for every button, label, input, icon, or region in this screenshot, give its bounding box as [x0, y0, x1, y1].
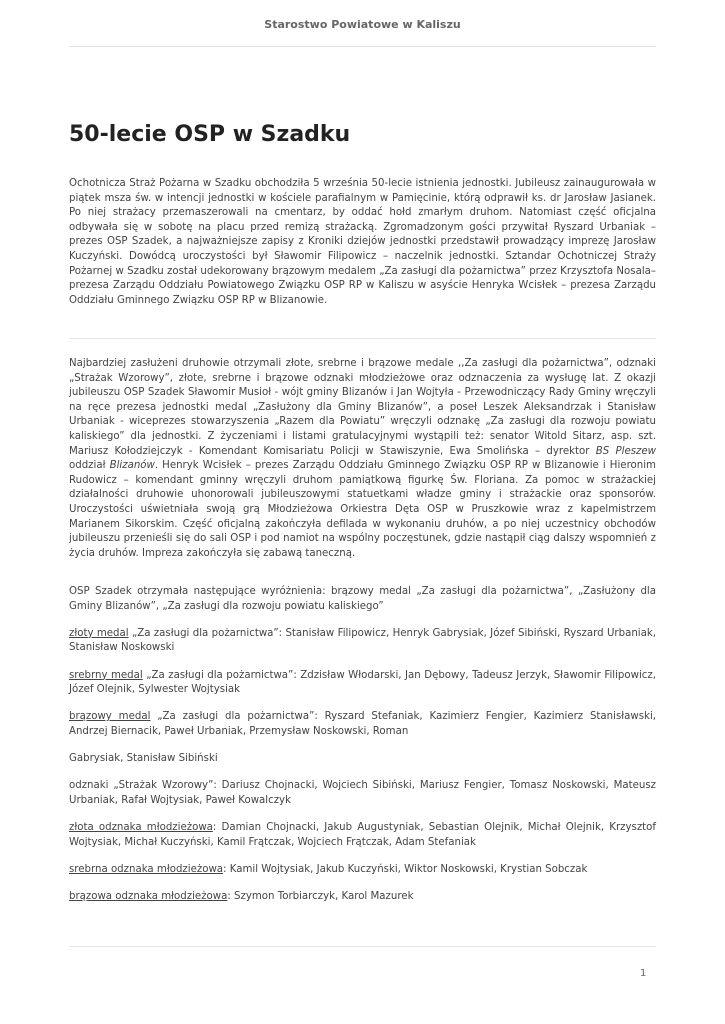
award-item: złoty medal „Za zasługi dla pożarnictwa”: Stanisław Filipowicz, Henryk Gabrysiak, Józef Sibiński, Ryszard Urbaniak, Stanisław Noskowski [69, 627, 656, 654]
article-title: 50-lecie OSP w Szadku [69, 122, 351, 147]
award-item: brązowy medal „Za zasługi dla pożarnictwa”: Ryszard Stefaniak, Kazimierz Fengier, Kazimierz Stanisławski, Andrzej Biernacik, Paweł Urbaniak, Przemysław Noskowski, Roman [69, 711, 657, 737]
award-item: brązowa odznaka młodzieżowa: Szymon Torbiarczyk, Karol Mazurek [69, 891, 414, 903]
site-title: Starostwo Powiatowe w Kaliszu [264, 18, 461, 31]
article-paragraph-1 [69, 177, 656, 321]
paragraph-2-text: Najbardziej zasłużeni druhowie otrzymali złote, srebrne i brązowe medale ,,Za zasługi dla pożarnictwa”, odznaki „Strażak Wzorowy”, złote, srebrne i brązowe odznaki młodzieżowe oraz odznaczenia za wysługę lat. Z okazji jubileuszu OSP Szadek Sławomir Musioł - wójt gminy Blizanów i Jan Wojtyła - Przewodniczący Rady Gminy wręczyli na ręce prezesa jednostki medal „Zasłużony dla Gminy Blizanów”, a poseł Leszek Aleksandrzak i Stanisław Urbaniak - wiceprezes stowarzyszenia „Razem dla Powiatu” wręczyli odznakę „Za zasługi dla rozwoju powiatu kaliskiego” dla jednostki. Z życzeniami i listami gratulacyjnymi wystąpili też: senator Witold Sitarz, asp. szt. Mariusz Kołodziejczyk - Komendant Komisariatu Policji w Stawiszynie, Ewa Smolińska – dyrektor BS Pleszew oddział Blizanów. Henryk Wcisłek – prezes Zarządu Oddziału Gminnego Związku OSP RP w Blizanowie i Hieronim Rudowicz – komendant gminny wręczyli druhom pamiątkową figurkę Św. Floriana. Za pomoc w strażackiej działalności druhowie uhonorowali jubileuszowymi statuetkami władze gminy i strażackie oraz sponsorów. Uroczystości uświetniała swoją grą Młodzieżowa Orkiestra Dęta OSP w Pruszkowie wraz z kapelmistrzem Marianem Sikorskim. Część oficjalną zakończyła defilada w wykonaniu druhów, a po niej uczestnicy obchodów jubileuszu przenieśli się do sali OSP i pod namiot na wspólny poczęstunek, gdzie nastąpił ciąg dalszy wspomnień z życia druhów. Impreza zakończyła się zabawą taneczną. [69, 358, 656, 559]
page-number: 1 [640, 968, 647, 979]
award-item: złota odznaka młodzieżowa: Damian Chojnacki, Jakub Augustyniak, Sebastian Olejnik, Michał Olejnik, Krzysztof Wojtysiak, Michał Kuczyński, Kamil Frątczak, Wojciech Frątczak, Adam Stefaniak [69, 822, 656, 848]
award-item: Gabrysiak, Stanisław Sibiński [69, 753, 218, 765]
header-divider [69, 46, 656, 47]
paragraph-1-text: Ochotnicza Straż Pożarna w Szadku obchodziła 5 września 50-lecie istnienia jednostki. Jubileusz zainaugurowała w piątek msza św. w intencji jednostki w kościele parafialnym w Pamięcinie, którą odprawił ks. dr Jarosław Jasianek. Po niej strażacy przemaszerowali na cmentarz, by oddać hołd zmarłym druhom. Natomiast część oficjalna odbywała się w sobotę na placu przed remizą strażacką. Zgromadzonym gości przywitał Ryszard Urbaniak – prezes OSP Szadek, a najważniejsze zapisy z Kroniki dziejów jednostki przedstawił prowadzący imprezę Jarosław Kuczyński. Dowódcą uroczystości był Sławomir Filipowicz – naczelnik jednostki. Sztandar Ochotniczej Straży Pożarnej w Szadku został udekorowany brązowym medalem „Za zasługi dla pożarnictwa” przez Krzysztofa Nosala– prezesa Zarządu Oddziału Powiatowego Związku OSP RP w Kaliszu w asyście Henryka Wcisłek – prezesa Zarządu Oddziału Gminnego Związku OSP RP w Blizanowie. [69, 178, 656, 306]
awards-section [69, 585, 656, 917]
section-divider-1 [69, 338, 656, 339]
award-item: srebrny medal „Za zasługi dla pożarnictwa”: Zdzisław Włodarski, Jan Dębowy, Tadeusz Jerzyk, Sławomir Filipowicz, Józef Olejnik, Sylwester Wojtysiak [69, 669, 656, 696]
footer-divider [69, 946, 656, 947]
award-item: srebrna odznaka młodzieżowa: Kamil Wojtysiak, Jakub Kuczyński, Wiktor Noskowski, Krystian Sobczak [69, 863, 588, 875]
award-item: odznaki „Strażak Wzorowy”: Dariusz Chojnacki, Wojciech Sibiński, Mariusz Fengier, Tomasz Noskowski, Mateusz Urbaniak, Rafał Wojtysiak, Paweł Kowalczyk [69, 780, 656, 806]
awards-intro: OSP Szadek otrzymała następujące wyróżnienia: brązowy medal „Za zasługi dla pożarnictwa”, „Zasłużony dla Gminy Blizanów”, „Za zasługi dla rozwoju powiatu kaliskiego” [69, 586, 656, 612]
article-paragraph-2 [69, 357, 656, 574]
